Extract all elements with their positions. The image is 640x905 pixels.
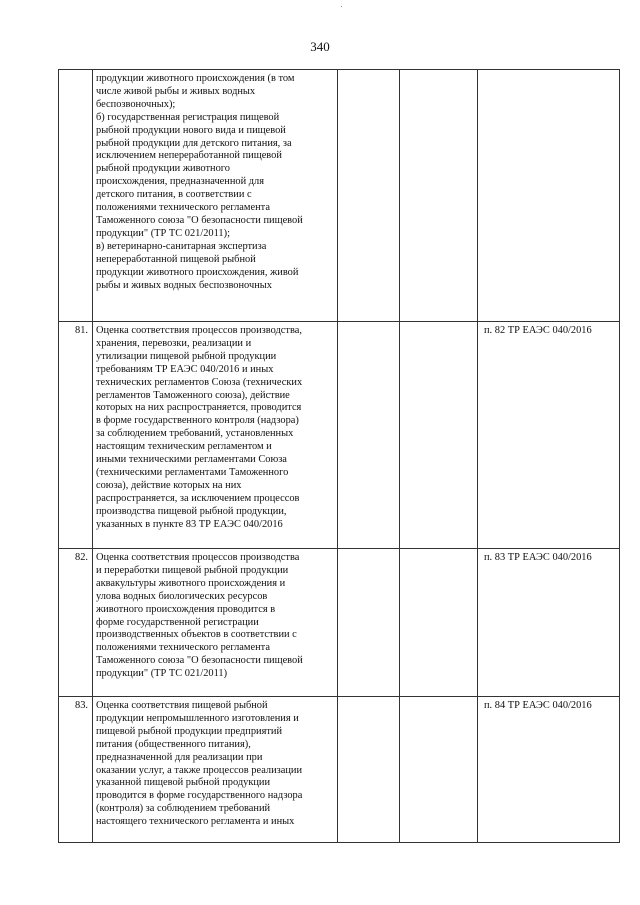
empty-cell	[338, 70, 400, 322]
text-line: пищевой рыбной продукции предприятий	[96, 725, 283, 737]
reference-cell: п. 84 ТР ЕАЭС 040/2016	[478, 697, 620, 843]
text-line: улова водных биологических ресурсов	[96, 590, 268, 602]
text-line: требованиям ТР ЕАЭС 040/2016 и иных	[96, 363, 274, 375]
empty-cell	[338, 322, 400, 549]
text-line: числе живой рыбы и живых водных	[96, 85, 256, 97]
requirement-text	[93, 549, 338, 697]
text-line: производства пищевой рыбной продукции,	[96, 505, 287, 517]
text-line: положениями технического регламента	[96, 202, 270, 214]
text-line: распространяется, за исключением процессов	[96, 492, 300, 504]
text-line: Оценка соответствия процессов производства	[96, 552, 300, 563]
text-line: форме государственной регистрации	[96, 616, 259, 628]
row-number	[59, 70, 93, 322]
text-line: проводится в форме государственного надзора	[96, 790, 303, 802]
reference-cell	[478, 70, 620, 322]
text-line: иными техническими регламентами Союза	[96, 454, 287, 466]
text-line: настоящего технического регламента и иных	[96, 816, 295, 828]
text-line: рыбной продукции для детского питания, за	[96, 137, 292, 149]
page-number: 340	[310, 39, 330, 54]
text-line: Оценка соответствия процессов производства,	[96, 325, 302, 336]
table-row	[59, 697, 620, 843]
text-line: питания (общественного питания),	[96, 738, 251, 750]
text-line: предназначенной для реализации при	[96, 751, 263, 763]
empty-cell	[400, 549, 478, 697]
empty-cell	[338, 549, 400, 697]
text-line: которых на них распространяется, проводится	[96, 402, 302, 414]
text-line: исключением непереработанной пищевой	[96, 150, 282, 162]
text-line: детского питания, в соответствии с	[96, 189, 252, 201]
text-line: и переработки пищевой рыбной продукции	[96, 564, 289, 576]
row-number: 83.	[59, 697, 93, 843]
text-line: положениями технического регламента	[96, 642, 270, 654]
text-line: продукции животного происхождения (в том	[96, 73, 295, 84]
empty-cell	[400, 322, 478, 549]
reference-cell: п. 83 ТР ЕАЭС 040/2016	[478, 549, 620, 697]
text-line: в) ветеринарно-санитарная экспертиза	[96, 240, 267, 252]
text-line: продукции" (ТР ТС 021/2011)	[96, 668, 228, 680]
text-line: непереработанной пищевой рыбной	[96, 253, 256, 265]
text-line: за соблюдением требований, установленных	[96, 428, 294, 440]
text-line: происхождения, предназначенной для	[96, 176, 265, 188]
text-line: рыбной продукции животного	[96, 163, 230, 175]
text-line: аквакультуры животного происхождения и	[96, 577, 286, 589]
scan-mark	[341, 6, 342, 7]
text-line: (техническими регламентами Таможенного	[96, 466, 289, 478]
text-line: Таможенного союза "О безопасности пищевой	[96, 655, 303, 667]
text-line: оказании услуг, а также процессов реализации	[96, 764, 303, 776]
table-row	[59, 549, 620, 697]
text-line: хранения, перевозки, реализации и	[96, 337, 252, 349]
requirement-text	[93, 697, 338, 843]
empty-cell	[400, 70, 478, 322]
requirement-text	[93, 322, 338, 549]
table-row	[59, 70, 620, 322]
text-line: союза), действие которых на них	[96, 479, 242, 491]
empty-cell	[400, 697, 478, 843]
text-line: продукции животного происхождения, живой	[96, 266, 299, 278]
text-line: Оценка соответствия пищевой рыбной	[96, 700, 268, 711]
text-line: рыбы и живых водных беспозвоночных	[96, 279, 272, 291]
reference-cell: п. 82 ТР ЕАЭС 040/2016	[478, 322, 620, 549]
row-number: 82.	[59, 549, 93, 697]
text-line: утилизации пищевой рыбной продукции	[96, 350, 277, 362]
text-line: (контроля) за соблюдением требований	[96, 803, 271, 815]
text-line: продукции" (ТР ТС 021/2011);	[96, 227, 230, 239]
requirement-text	[93, 70, 338, 322]
text-line: производственных объектов в соответствии с	[96, 629, 297, 641]
text-line: беспозвоночных);	[96, 98, 176, 110]
text-line: технических регламентов Союза (технических	[96, 376, 303, 388]
text-line: указанной пищевой рыбной продукции	[96, 777, 271, 789]
text-line: б) государственная регистрация пищевой	[96, 111, 280, 123]
empty-cell	[338, 697, 400, 843]
text-line: настоящим техническим регламентом и	[96, 441, 272, 453]
text-line: указанных в пункте 83 ТР ЕАЭС 040/2016	[96, 518, 283, 530]
text-line: рыбной продукции нового вида и пищевой	[96, 124, 286, 136]
row-number: 81.	[59, 322, 93, 549]
text-line: регламентов Таможенного союза), действие	[96, 389, 290, 401]
text-line: Таможенного союза "О безопасности пищевой	[96, 214, 303, 226]
table-row	[59, 322, 620, 549]
text-line: животного происхождения проводится в	[96, 603, 276, 615]
text-line: продукции непромышленного изготовления и	[96, 712, 299, 724]
regulation-table	[58, 69, 620, 843]
text-line: в форме государственного контроля (надзора)	[96, 415, 299, 427]
